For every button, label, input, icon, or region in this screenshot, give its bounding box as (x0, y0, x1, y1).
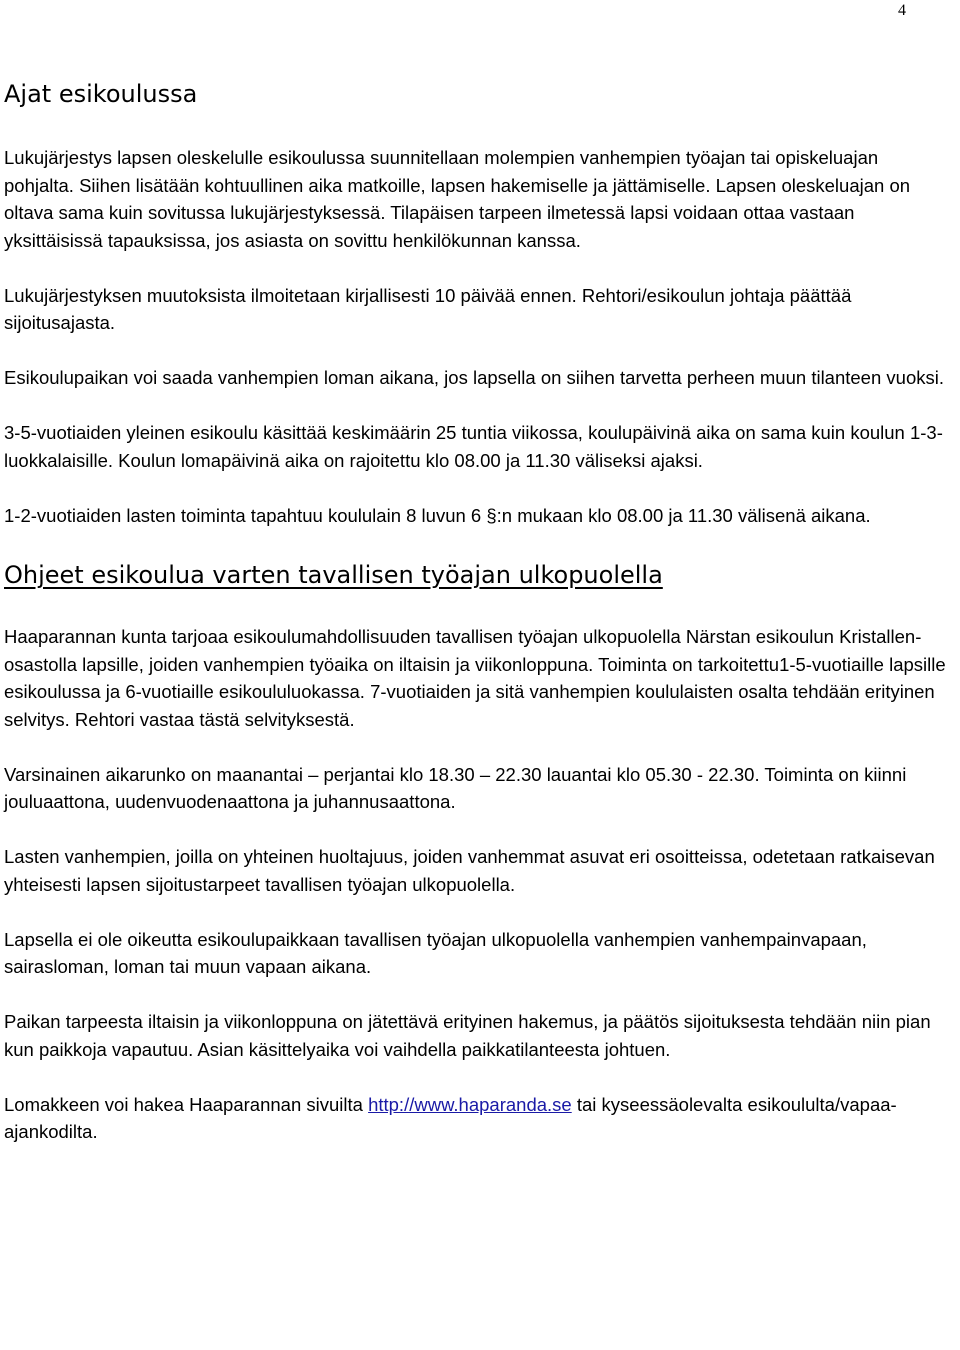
paragraph-3-5-year-olds: 3-5-vuotiaiden yleinen esikoulu käsittää keskimäärin 25 tuntia viikossa, koulupäivinä aika on sama kuin koulun 1-3-luokkalaisille. Koulun lomapäivinä aika on rajoitettu klo 08.00 ja 11.30 väliseksi ajaksi. (4, 422, 943, 471)
paragraph-1-2-year-olds: 1-2-vuotiaiden lasten toiminta tapahtuu koululain 8 luvun 6 §:n mukaan klo 08.00 ja 11.30 välisenä aikana. (4, 504, 871, 526)
paragraph-time-frame: Varsinainen aikarunko on maanantai – perjantai klo 18.30 – 22.30 lauantai klo 05.30 - 22.30. Toiminta on kiinni jouluaattona, uudenvuodenaattona ja juhannusaattona. (4, 763, 907, 812)
paragraph-joint-custody: Lasten vanhempien, joilla on yhteinen huoltajuus, joiden vanhemmat asuvat eri osoitteissa, odetetaan ratkaisevan yhteisesti lapsen sijoitustarpeet tavallisen työajan ulkopuolella. (4, 846, 935, 895)
page-number: 4 (898, 2, 906, 19)
section-heading-outside-hours: Ohjeet esikoulua varten tavallisen työajan ulkopuolella (4, 561, 663, 589)
paragraph-schedule-changes: Lukujärjestyksen muutoksista ilmoitetaan kirjallisesti 10 päivää ennen. Rehtori/esikoulun johtaja päättää sijoitusajasta. (4, 284, 852, 333)
paragraph-offer: Haaparannan kunta tarjoaa esikoulumahdollisuuden tavallisen työajan ulkopuolella Närstan esikoulun Kristallen-osastolla lapsille, joiden vanhempien työaika on iltaisin ja viikonloppuna. Toiminta on tarkoitettu1-5-vuotiaille lapsille esikoulussa ja 6-vuotiaille esikoululuokassa. 7-vuotiaiden ja sitä vanhempien koululaisten osalta tehdään erityinen selvitys. Rehtori vastaa tästä selvityksestä. (4, 626, 946, 730)
paragraph-application: Paikan tarpeesta iltaisin ja viikonloppuna on jätettävä erityinen hakemus, ja päätös sijoituksesta tehdään niin pian kun paikkoja vapautuu. Asian käsittelyaika voi vaihdella paikkatilanteesta johtuen. (4, 1011, 931, 1060)
form-text-before-link: Lomakkeen voi hakea Haaparannan sivuilta (4, 1093, 369, 1115)
haparanda-link[interactable]: http://www.haparanda.se (368, 1093, 572, 1115)
paragraph-no-right: Lapsella ei ole oikeutta esikoulupaikkaan tavallisen työajan ulkopuolella vanhempien vanhempainvapaan, sairasloman, loman tai muun vapaan aikana. (4, 928, 867, 977)
form-text-after-link: tai kyseessäolevalta esikoululta/vapaa-ajankodilta. (4, 1093, 897, 1142)
paragraph-schedule: Lukujärjestys lapsen oleskelulle esikoulussa suunnitellaan molempien vanhempien työajan tai opiskeluajan pohjalta. Siihen lisätään kohtuullinen aika matkoille, lapsen hakemiselle ja jättämiselle. Lapsen oleskeluajan on oltava sama kuin sovitussa lukujärjestyksessä. Tilapäisen tarpeen ilmetessä lapsi voidaan ottaa vastaan yksittäisissä tapauksissa, jos asiasta on sovittu henkilökunnan kanssa. (4, 147, 911, 251)
paragraph-form (4, 1091, 948, 1146)
section-heading-times: Ajat esikoulussa (4, 80, 198, 108)
paragraph-parental-leave: Esikoulupaikan voi saada vanhempien loman aikana, jos lapsella on siihen tarvetta perheen muun tilanteen vuoksi. (4, 367, 944, 388)
document-body (4, 78, 948, 1173)
